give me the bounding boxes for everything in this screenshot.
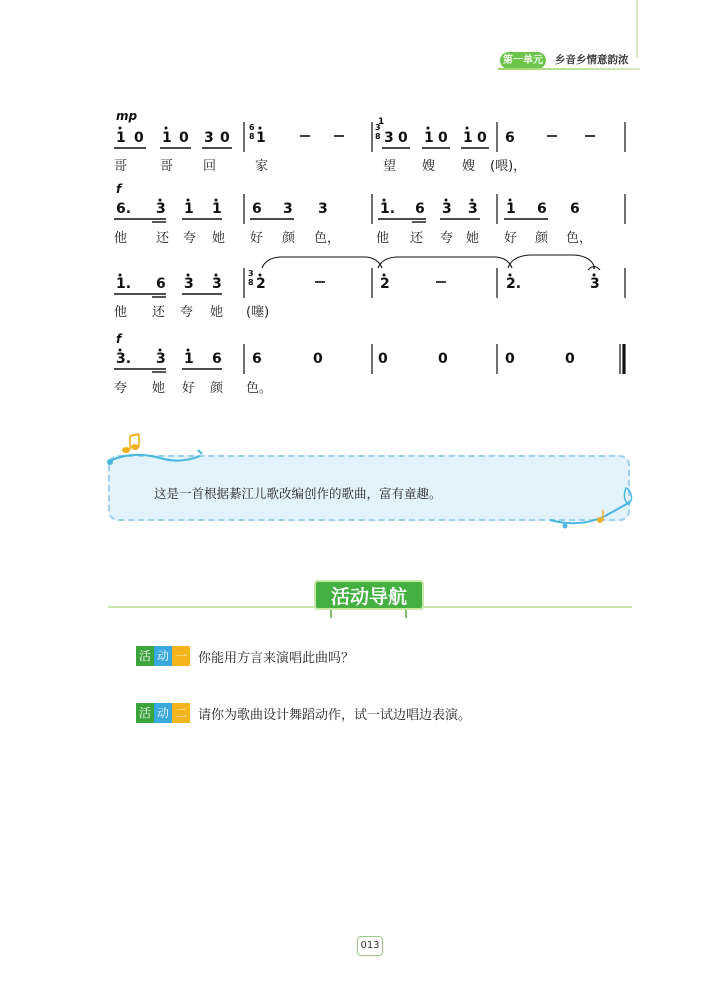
svg-text:望: 望 [383,159,397,174]
lyrics-row-3 [114,304,269,320]
svg-text:3: 3 [590,276,600,292]
score-row-3 [114,255,625,298]
svg-text:1: 1 [162,130,172,146]
svg-text:6: 6 [415,201,425,217]
svg-text:1: 1 [256,130,266,146]
svg-text:0: 0 [134,130,144,146]
svg-text:0: 0 [477,130,487,146]
nav-tick-left [330,610,332,618]
svg-text:她: 她 [466,231,480,246]
svg-text:0: 0 [438,351,448,367]
activity-2 [136,703,471,723]
lyrics-row-2 [114,230,592,246]
svg-text:哥: 哥 [114,159,128,174]
jianpu-score [0,0,718,420]
svg-text:嫂: 嫂 [422,159,436,174]
svg-text:哥: 哥 [160,159,174,174]
unit-title: 乡音乡情意韵浓 [555,54,629,66]
svg-text:1: 1 [184,201,194,217]
svg-text:色。: 色。 [246,381,273,396]
unit-badge: 第一单元 [500,52,546,69]
svg-text:0: 0 [438,130,448,146]
svg-text:3: 3 [468,201,478,217]
activity-1 [136,646,354,666]
svg-text:6: 6 [212,351,222,367]
svg-text:1: 1 [506,201,516,217]
svg-text:3: 3 [442,201,452,217]
page-number: 013 [357,936,383,956]
svg-text:(噻): (噻) [246,305,270,320]
svg-text:(喂)，: (喂)， [490,159,527,174]
svg-text:色，: 色， [566,231,593,246]
svg-text:8: 8 [375,132,381,141]
svg-text:3: 3 [384,130,394,146]
svg-text:1: 1 [212,201,222,217]
svg-text:2.: 2. [506,276,522,292]
svg-text:他: 他 [114,231,128,246]
svg-text:他: 他 [376,231,390,246]
svg-text:6: 6 [570,201,580,217]
svg-text:0: 0 [565,351,575,367]
dynamic-f-1: f [116,182,122,196]
activity-2-tag: 活 动 二 [136,703,190,723]
svg-text:0: 0 [313,351,323,367]
svg-text:1: 1 [184,351,194,367]
svg-text:回: 回 [203,159,217,174]
svg-text:家: 家 [255,159,269,174]
svg-text:还: 还 [156,231,170,246]
svg-text:嫂: 嫂 [462,159,476,174]
svg-text:好: 好 [504,231,518,246]
svg-text:2: 2 [256,276,266,292]
svg-text:3.: 3. [116,351,132,367]
svg-text:夸: 夸 [114,381,128,396]
svg-text:好: 好 [250,231,264,246]
activity-2-text: 请你为歌曲设计舞蹈动作，试一试边唱边表演。 [198,707,472,723]
svg-text:0: 0 [179,130,189,146]
svg-text:3: 3 [318,201,328,217]
activity-1-text: 你能用方言来演唱此曲吗？ [198,650,355,666]
svg-text:1: 1 [116,130,126,146]
activity-1-tag: 活 动 一 [136,646,190,666]
svg-text:1: 1 [378,117,385,127]
callout-text: 这是一首根据綦江儿歌改编创作的歌曲，富有童趣。 [154,486,442,501]
svg-text:好: 好 [182,381,196,396]
svg-text:6: 6 [156,276,166,292]
svg-text:3: 3 [375,123,381,132]
dynamic-f-2: f [116,332,122,346]
nav-tick-right [405,610,407,618]
svg-text:3: 3 [156,201,166,217]
svg-text:6: 6 [505,130,515,146]
svg-text:夸: 夸 [180,305,194,320]
svg-text:3: 3 [156,351,166,367]
svg-text:8: 8 [249,132,255,141]
svg-text:1.: 1. [116,276,132,292]
svg-text:颜: 颜 [535,231,549,246]
score-row-4 [114,344,624,374]
lyrics-row-1 [114,158,526,174]
svg-text:3: 3 [248,269,254,278]
svg-text:6: 6 [252,201,262,217]
activity-nav-title: 活动导航 [314,580,424,610]
svg-text:还: 还 [152,305,166,320]
svg-text:0: 0 [505,351,515,367]
music-note-icon [122,434,139,453]
svg-text:1.: 1. [380,201,396,217]
svg-text:6.: 6. [116,201,132,217]
lyrics-row-4 [114,380,272,396]
svg-text:6: 6 [537,201,547,217]
svg-text:夸: 夸 [440,231,454,246]
svg-text:她: 她 [212,231,226,246]
svg-text:8: 8 [248,278,254,287]
svg-text:颜: 颜 [210,381,224,396]
svg-text:她: 她 [210,305,224,320]
svg-text:她: 她 [152,381,166,396]
svg-text:2: 2 [380,276,390,292]
score-row-2 [114,194,625,224]
svg-text:3: 3 [204,130,214,146]
svg-text:他: 他 [114,305,128,320]
svg-text:3: 3 [212,276,222,292]
svg-text:色，: 色， [314,231,341,246]
svg-text:颜: 颜 [282,231,296,246]
svg-text:0: 0 [398,130,408,146]
svg-text:1: 1 [424,130,434,146]
svg-text:0: 0 [220,130,230,146]
svg-text:6: 6 [252,351,262,367]
svg-text:夸: 夸 [183,231,197,246]
svg-text:还: 还 [410,231,424,246]
svg-text:1: 1 [463,130,473,146]
svg-text:3: 3 [283,201,293,217]
treble-clef-icon [624,488,631,504]
dynamic-mp: mp [116,109,138,123]
svg-text:0: 0 [378,351,388,367]
score-row-1 [114,117,625,152]
svg-text:3: 3 [184,276,194,292]
svg-text:6: 6 [249,123,255,132]
